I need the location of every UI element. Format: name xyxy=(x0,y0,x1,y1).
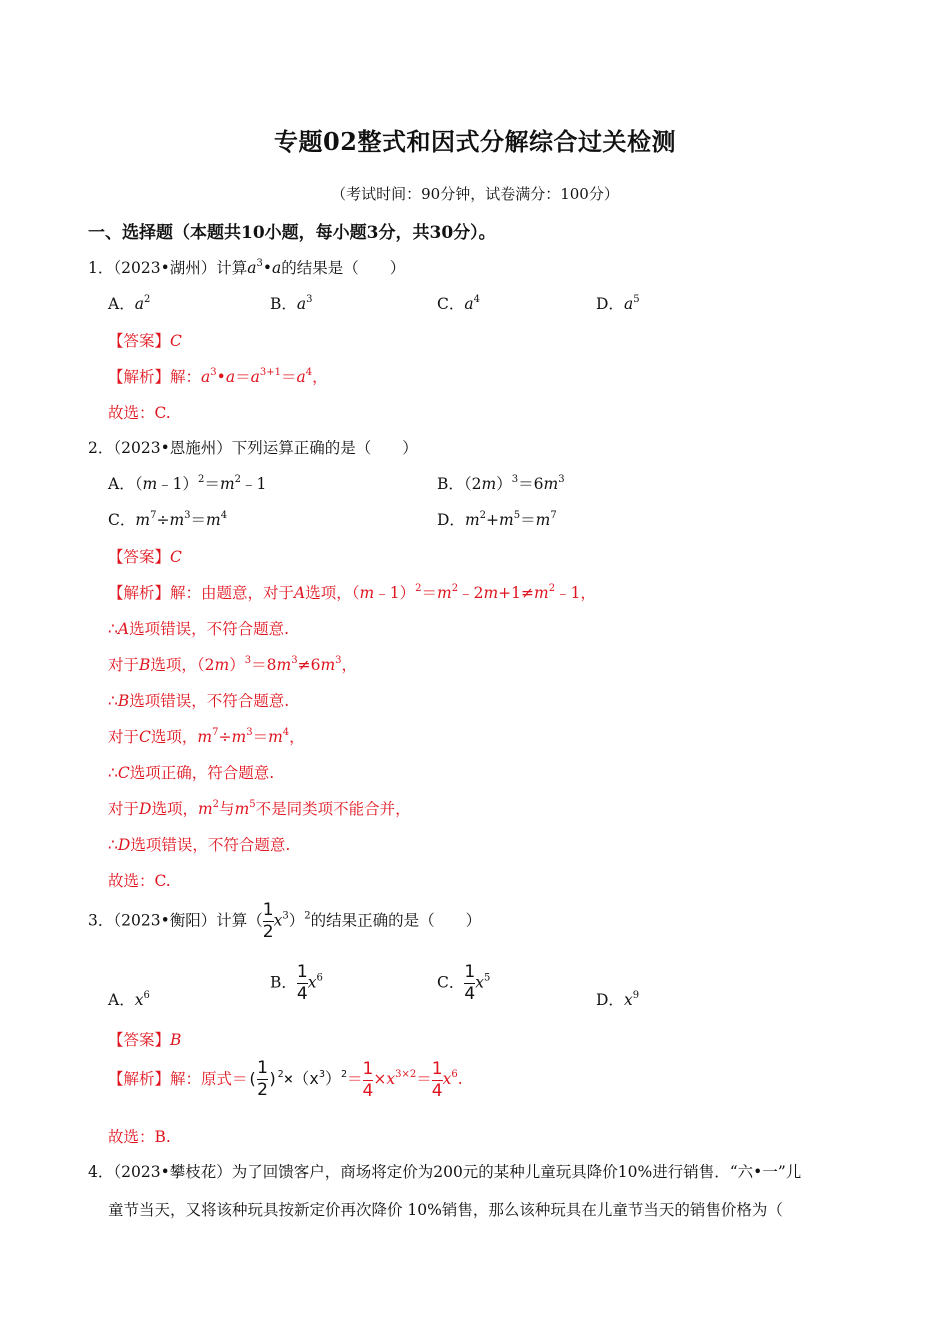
q1-analysis: 【解析】解：$a^3•a=a^{3+1}=a^4$， xyxy=(108,367,328,386)
q2-source: （2023•恩施州） xyxy=(113,439,232,457)
q1-option-a: A．$a^2$ xyxy=(108,294,151,313)
q3-option-b: B． $\frac{1}{4}$ $x^6$ xyxy=(270,962,323,1004)
q2-number: 2． xyxy=(88,439,114,457)
q3-fraction-half: $\frac{1}{2}$ xyxy=(262,900,274,942)
q2-analysis-line-6: ∴C选项正确，符合题意. xyxy=(108,764,275,782)
q3-analysis: 【解析】解：原式＝( $\frac{1}{2}$ )$^2\times(x^3)^2=$ $\frac{1}{4}$ $\times x^{3\times 2}=$ $\frac{1}{4}$ $x^6$. xyxy=(108,1058,463,1101)
section-heading: 一、选择题（本题共10小题，每小题3分，共30分）。 xyxy=(88,223,496,243)
q2-option-d: D．$m^2+m^5=m^7$ xyxy=(437,510,557,529)
q2-analysis-line-8: ∴D选项错误，不符合题意. xyxy=(108,836,291,854)
q2-stem xyxy=(88,436,418,458)
q1-source: （2023•湖州） xyxy=(113,259,217,277)
q1-option-b: B．$a^3$ xyxy=(270,294,313,313)
q1-stem-pre: 计算 xyxy=(216,259,248,277)
q3-answer: 【答案】B xyxy=(108,1031,182,1049)
q2-stem-text: 下列运算正确的是（ ） xyxy=(231,439,418,457)
q1-option-d: D．$a^5$ xyxy=(596,294,640,313)
q4-source: （2023•攀枝花） xyxy=(113,1163,232,1181)
q3-source: （2023•衡阳） xyxy=(113,911,217,930)
q3-stem: 3．（2023•衡阳）计算（ $\frac{1}{2}$ $x^3)^2$的结果正确的是（ ） xyxy=(88,900,482,942)
q1-stem-post: 的结果是（ ） xyxy=(281,259,406,277)
q3-option-c: C． $\frac{1}{4}$ $x^5$ xyxy=(437,962,491,1004)
q2-option-c: C．$m^7\div m^3=m^4$ xyxy=(108,510,228,529)
q3-number: 3． xyxy=(88,911,114,930)
q3-option-d: D．$x^9$ xyxy=(596,990,640,1009)
q2-analysis-line-7: 对于D选项，$m^2$与$m^5$不是同类项不能合并， xyxy=(108,799,411,818)
q3-stem-post: 的结果正确的是（ ） xyxy=(310,911,482,930)
q3-option-a: A．$x^6$ xyxy=(108,990,150,1009)
q1-answer: 【答案】C xyxy=(108,332,182,350)
q2-answer: 【答案】C xyxy=(108,548,182,566)
q2-analysis-line-1: 【解析】解：由题意，对于A选项，$(m﹣1)^2=m^2﹣2m+1\ne m^2﹣1$， xyxy=(108,583,596,602)
q1-option-c: C．$a^4$ xyxy=(437,294,480,313)
q2-option-a: A．$(m﹣1)^2=m^2﹣1$ xyxy=(108,474,267,493)
page-title: 专题02整式和因式分解综合过关检测 xyxy=(274,127,676,156)
q2-analysis-line-5: 对于C选项，$m^7\div m^3=m^4$， xyxy=(108,727,305,746)
q4-line-1: 为了回馈客户，商场将定价为200元的某种儿童玩具降价10%进行销售．“六•一”儿 xyxy=(231,1163,802,1181)
q1-stem: 1．（2023•湖州）计算$a^3•a$的结果是（ ） xyxy=(88,258,406,277)
exam-meta: （考试时间：90分钟，试卷满分：100分） xyxy=(331,185,619,203)
q2-analysis-line-3: 对于B选项，$(2m)^3=8m^3\ne 6m^3$， xyxy=(108,655,358,674)
q3-conclusion: 故选：B. xyxy=(108,1128,171,1146)
q4-stem-line-1 xyxy=(88,1160,801,1182)
q2-analysis-line-2: ∴A选项错误，不符合题意. xyxy=(108,620,290,638)
q1-number: 1． xyxy=(88,259,114,277)
q2-conclusion: 故选：C. xyxy=(108,872,171,890)
q3-stem-pre: 计算（ xyxy=(216,911,263,930)
q4-stem-line-2: 童节当天，又将该种玩具按新定价再次降价 10%销售，那么该种玩具在儿童节当天的销售价格为（ xyxy=(108,1201,783,1219)
q1-conclusion: 故选：C. xyxy=(108,404,171,422)
q2-option-b: B．$(2m)^3=6m^3$ xyxy=(437,474,565,493)
q2-analysis-line-4: ∴B选项错误，不符合题意. xyxy=(108,692,290,710)
q4-number: 4． xyxy=(88,1163,114,1181)
